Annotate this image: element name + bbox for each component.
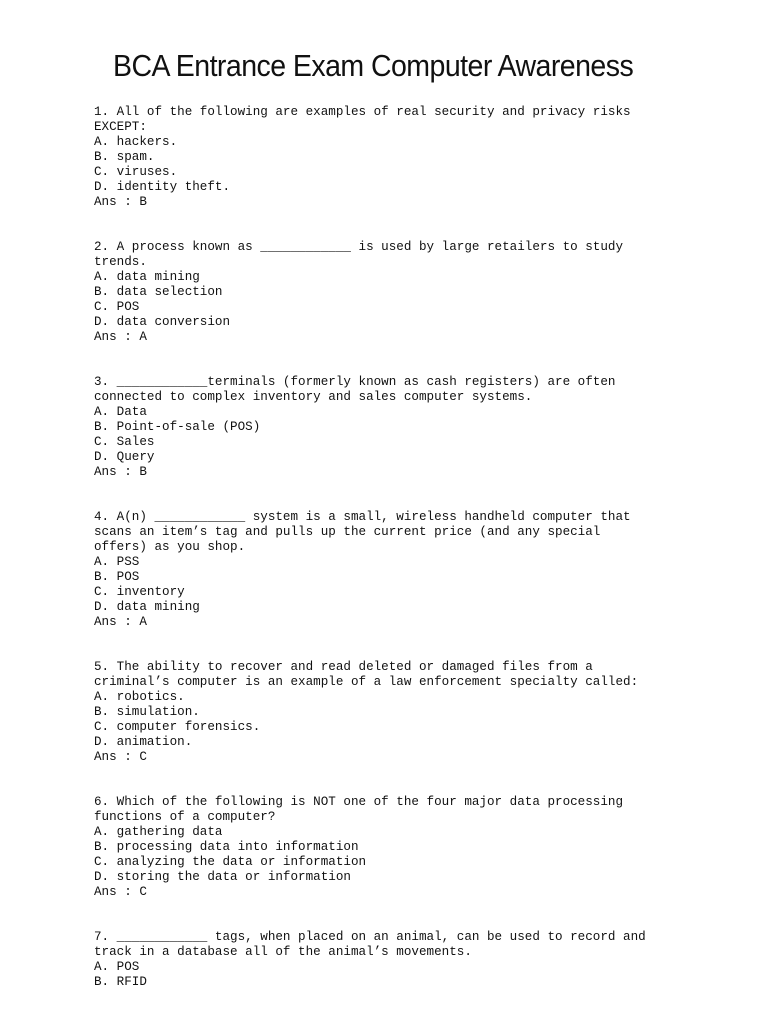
option-b: B. Point-of-sale (POS) xyxy=(94,420,261,434)
question-item xyxy=(94,660,714,765)
option-a: A. hackers. xyxy=(94,135,178,149)
question-text: offers) as you shop. xyxy=(94,540,246,554)
question-text: 7. ____________ tags, when placed on an animal, can be used to record and xyxy=(94,930,646,944)
option-c: C. POS xyxy=(94,300,140,314)
option-b: B. RFID xyxy=(94,975,147,989)
answer-line: Ans : A xyxy=(94,330,147,344)
option-d: D. identity theft. xyxy=(94,180,231,194)
answer-line: Ans : C xyxy=(94,885,147,899)
option-a: A. Data xyxy=(94,405,147,419)
option-a: A. data mining xyxy=(94,270,200,284)
option-b: B. processing data into information xyxy=(94,840,359,854)
question-text: 4. A(n) ____________ system is a small, wireless handheld computer that xyxy=(94,510,631,524)
answer-line: Ans : C xyxy=(94,750,147,764)
option-d: D. animation. xyxy=(94,735,193,749)
option-a: A. robotics. xyxy=(94,690,185,704)
option-d: D. Query xyxy=(94,450,155,464)
option-b: B. data selection xyxy=(94,285,223,299)
option-c: C. viruses. xyxy=(94,165,178,179)
option-a: A. PSS xyxy=(94,555,140,569)
question-text: 3. ____________terminals (formerly known as cash registers) are often xyxy=(94,375,616,389)
question-item xyxy=(94,105,714,210)
question-text: 6. Which of the following is NOT one of the four major data processing xyxy=(94,795,624,809)
question-text: connected to complex inventory and sales computer systems. xyxy=(94,390,533,404)
question-text: 1. All of the following are examples of real security and privacy risks xyxy=(94,105,631,119)
question-text: track in a database all of the animal’s movements. xyxy=(94,945,472,959)
option-c: C. Sales xyxy=(94,435,155,449)
question-item xyxy=(94,240,714,345)
question-text: scans an item’s tag and pulls up the current price (and any special xyxy=(94,525,601,539)
question-text: trends. xyxy=(94,255,147,269)
question-text: 5. The ability to recover and read deleted or damaged files from a xyxy=(94,660,593,674)
question-list xyxy=(94,105,714,1020)
question-text: 2. A process known as ____________ is used by large retailers to study xyxy=(94,240,624,254)
option-a: A. POS xyxy=(94,960,140,974)
page-title: BCA Entrance Exam Computer Awareness xyxy=(113,48,634,83)
answer-line: Ans : A xyxy=(94,615,147,629)
option-c: C. inventory xyxy=(94,585,185,599)
option-b: B. POS xyxy=(94,570,140,584)
answer-line: Ans : B xyxy=(94,195,147,209)
question-item xyxy=(94,510,714,630)
option-b: B. simulation. xyxy=(94,705,200,719)
option-c: C. computer forensics. xyxy=(94,720,261,734)
question-item xyxy=(94,375,714,480)
option-d: D. data mining xyxy=(94,600,200,614)
option-d: D. storing the data or information xyxy=(94,870,351,884)
answer-line: Ans : B xyxy=(94,465,147,479)
question-item xyxy=(94,795,714,900)
question-text: criminal’s computer is an example of a law enforcement specialty called: xyxy=(94,675,639,689)
option-c: C. analyzing the data or information xyxy=(94,855,367,869)
option-d: D. data conversion xyxy=(94,315,231,329)
question-item xyxy=(94,930,714,990)
question-text: functions of a computer? xyxy=(94,810,276,824)
question-text: EXCEPT: xyxy=(94,120,147,134)
option-b: B. spam. xyxy=(94,150,155,164)
option-a: A. gathering data xyxy=(94,825,223,839)
